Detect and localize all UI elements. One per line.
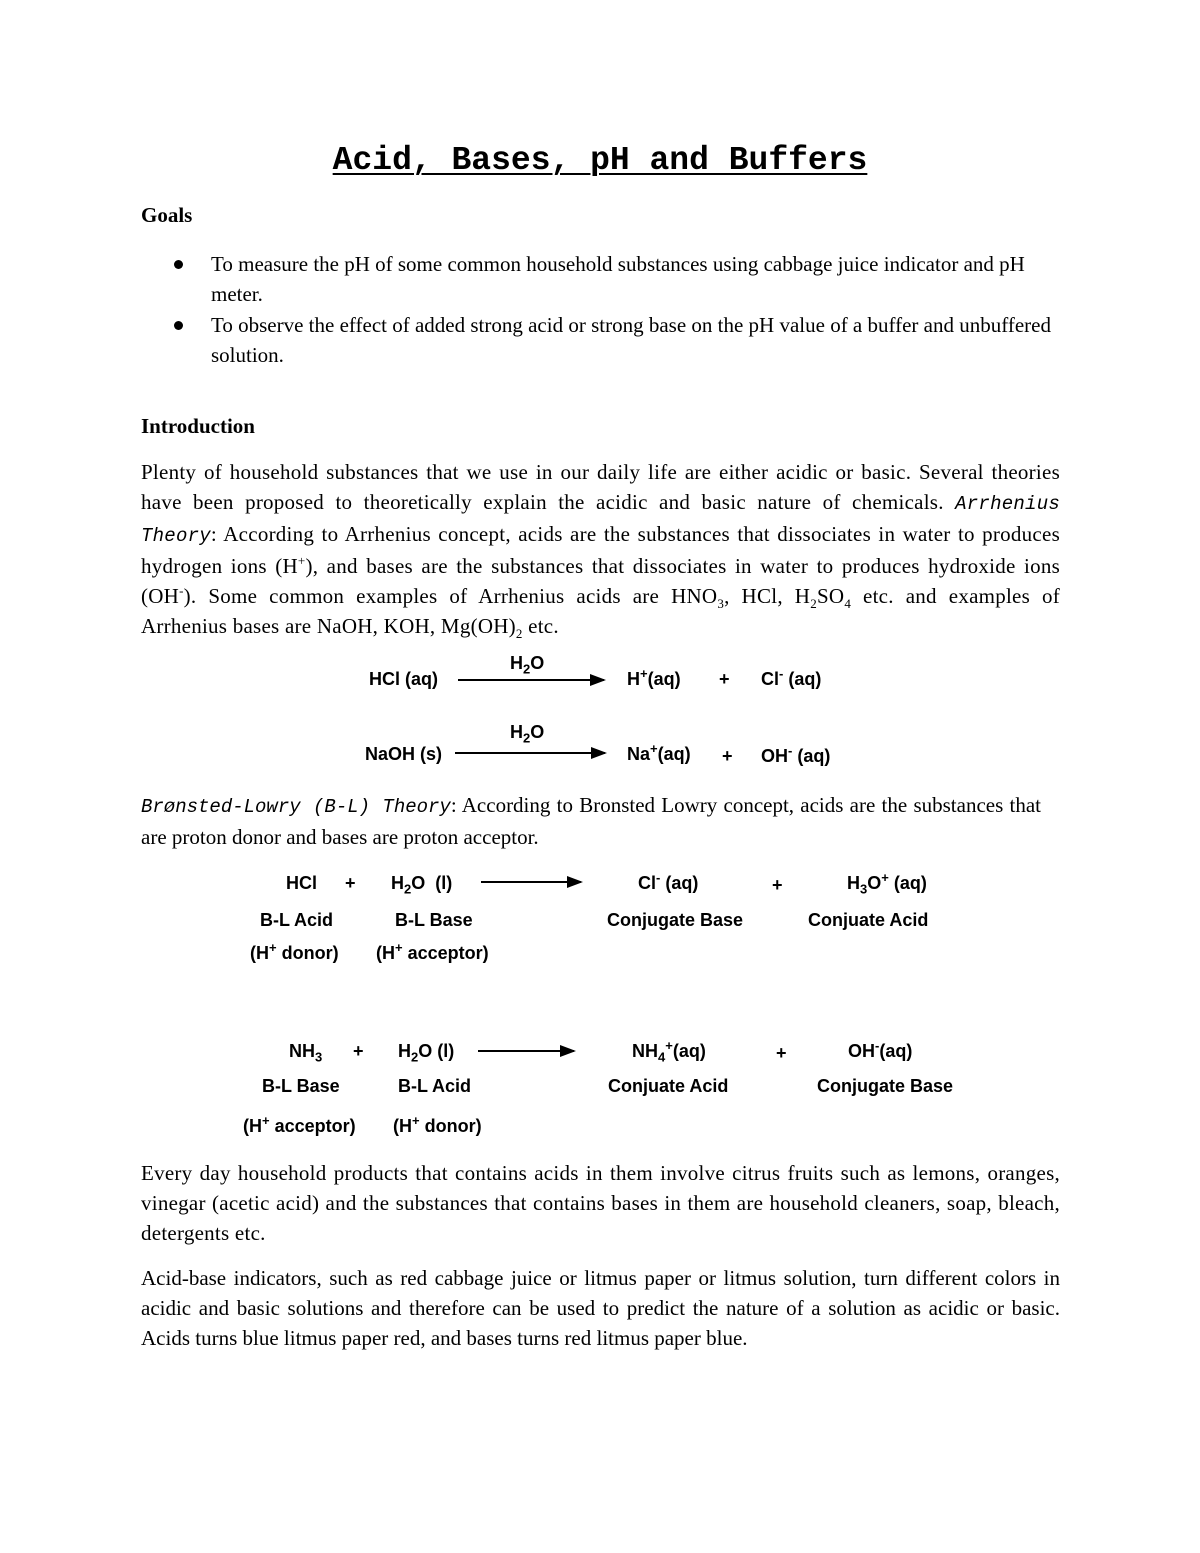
bullet-icon (174, 260, 183, 269)
role-label: Conjuate Acid (608, 1076, 729, 1096)
product: Na+(aq) (627, 741, 691, 764)
plus-sign: + (772, 875, 783, 895)
arrhenius-theory-label: Arrhenius Theory (141, 493, 1060, 547)
page-title: Acid, Bases, pH and Buffers (332, 142, 868, 179)
role-description: (H+ donor) (250, 940, 339, 963)
introduction-heading: Introduction (141, 414, 255, 438)
plus-sign: + (722, 746, 733, 766)
plus-sign: + (345, 873, 356, 893)
bronsted-theory-label: Brønsted-Lowry (B-L) Theory (141, 796, 451, 818)
reactant: $NH_3$ (289, 1041, 323, 1065)
bronsted-paragraph: Brønsted-Lowry (B-L) Theory: According to Bronsted Lowry concept, acids are the substances that are proton donor and bases are proton acceptor. (141, 793, 1042, 849)
list-item: To observe the effect of added strong acid or strong base on the pH value of a buffer and unbuffered solution. (141, 310, 1071, 370)
role-label: B-L Acid (260, 910, 334, 930)
indicators-paragraph: Acid-base indicators, such as red cabbage juice or litmus paper or litmus solution, turn different colors in acidic and basic solutions and therefore can be used to predict the nature of a solution as acidic or basic. Acids turns blue litmus paper red, and bases turns red litmus paper blue. (141, 1266, 1060, 1350)
role-label: Conjugate Base (817, 1076, 954, 1096)
reaction-arrow-icon (478, 1050, 574, 1052)
household-paragraph: Every day household products that contains acids in them involve citrus fruits such as lemons, oranges, vinegar (acetic acid) and the substances that contains bases in them are household cleaners, soap, bleach, detergents etc. (141, 1161, 1060, 1245)
role-label: Conjugate Base (607, 910, 744, 930)
reactant: $H_2O$ (l) (398, 1041, 455, 1065)
bullet-icon (174, 321, 183, 330)
product: H+(aq) (627, 666, 681, 689)
role-label: B-L Acid (398, 1076, 472, 1096)
catalyst: $H_2O$ (510, 722, 545, 746)
product: $H_3O^+$ (aq) (847, 870, 927, 897)
role-description: (H+ acceptor) (243, 1113, 356, 1136)
reaction-arrow-icon (458, 679, 604, 681)
product: Cl- (aq) (638, 870, 699, 893)
goals-heading: Goals (141, 203, 193, 227)
introduction-paragraph: Plenty of household substances that we use in our daily life are either acidic or basic. Several theories have been proposed to theoretically explain the acidic and basic nature of chemicals. Arrhenius Theory: According to Arrhenius concept, acids are the substances that dissociates in water to produces hydrogen ions (H+), and bases are the substances that dissociates in water to produces hydroxide ions (OH-). Some common examples of Arrhenius acids are $HNO_3$, HCl, $H_2SO_4$ etc. and examples of Arrhenius bases are NaOH, KOH, $Mg(OH)_2$ etc. (141, 460, 1061, 642)
reactant: HCl (286, 873, 317, 893)
goals-list (141, 249, 1071, 371)
product: OH-(aq) (848, 1038, 913, 1061)
reactant: NaOH (s) (365, 744, 443, 764)
product: OH- (aq) (761, 743, 831, 766)
list-item: To measure the pH of some common household substances using cabbage juice indicator and pH meter. (141, 249, 1071, 309)
reaction-arrow-icon (455, 752, 605, 754)
plus-sign: + (776, 1043, 787, 1063)
role-label: Conjuate Acid (808, 910, 929, 930)
reactant: $H_2O$ (l) (391, 873, 453, 897)
product: Cl- (aq) (761, 666, 822, 689)
role-description: (H+ acceptor) (376, 940, 489, 963)
reactant: HCl (aq) (369, 669, 438, 689)
product: $NH_4^+(aq)$ (632, 1038, 706, 1065)
role-description: (H+ donor) (393, 1113, 482, 1136)
reaction-arrow-icon (481, 881, 581, 883)
catalyst: $H_2O$ (510, 653, 545, 677)
role-label: B-L Base (262, 1076, 340, 1096)
plus-sign: + (719, 669, 730, 689)
role-label: B-L Base (395, 910, 473, 930)
plus-sign: + (353, 1041, 364, 1061)
